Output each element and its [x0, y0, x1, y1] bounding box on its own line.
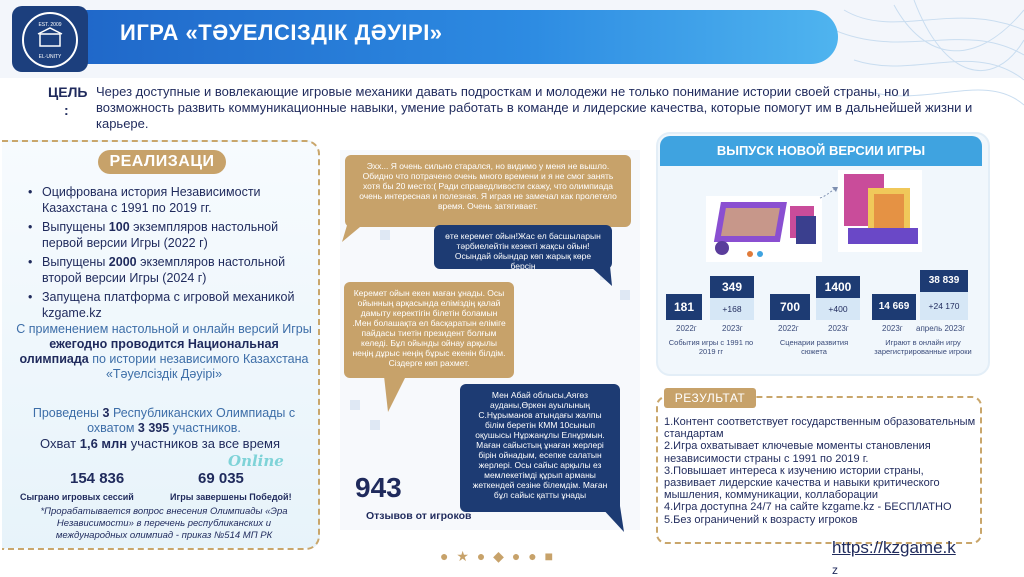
star-icon: ★ — [456, 548, 471, 564]
bar-players-2023: 14 669 — [872, 294, 916, 320]
list-item: 1.Контент соответствует государственным образовательным стандартам — [664, 416, 976, 441]
olympiads-held-text: Проведены 3 Республиканских Олимпиады с охватом 3 395 участников. — [32, 406, 296, 435]
review-bubble-2-tail — [590, 266, 614, 288]
year-label: 2022г — [676, 324, 697, 333]
year-label: 2023г — [828, 324, 849, 333]
bar-caption-players: Играют в онлайн игру зарегистрированные игроки — [874, 338, 972, 356]
games-won-value: 69 035 — [198, 470, 244, 487]
bar-events-2023: 349 — [710, 276, 754, 298]
game-token-icon: ● — [528, 548, 539, 564]
list-item: 4.Игра доступна 24/7 на сайте kzgame.kz - БЕСПЛАТНО — [664, 501, 952, 514]
bar-players-april-2023: 38 839 — [920, 270, 968, 292]
list-item: • Выпущены 2000 экземпляров настольной второй версии Игры (2024 г) — [32, 254, 318, 286]
release-heading: ВЫПУСК НОВОЙ ВЕРСИИ ИГРЫ — [660, 136, 982, 166]
game-token-icon: ● — [476, 548, 488, 564]
review-bubble-3: Керемет ойын екен маған ұнады. Осы ойынның арқасында еліміздің қалай дамыту керектігін білетін боламын .Мен болашақта ел басқаратын еліміге пайдасы тиетін президент болғым келеді. Бұл ойынды ойнау арқылы неңің дұрыс неңің бұрыс екенін білдім. Сіздерге көп рахмет. — [344, 282, 514, 378]
game-token-icon: ◆ — [493, 548, 506, 564]
list-item: • Оцифрована история Независимости Казахстана с 1991 по 2019 гг. — [32, 184, 318, 216]
game-token-icon: ● — [511, 548, 523, 564]
result-list — [664, 416, 976, 526]
list-item: 5.Без ограничений к возрасту игроков — [664, 513, 858, 526]
review-bubble-1-tail — [340, 222, 370, 244]
year-label: 2022г — [778, 324, 799, 333]
review-bubble-4-tail — [600, 506, 628, 536]
bar-caption-events: События игры с 1991 по 2019 гг — [668, 338, 754, 356]
arrow-icon — [818, 186, 840, 200]
olympiad-text: С применением настольной и онлайн версий Игры ежегодно проводится Национальная олимпиада по истории независимого Казахстана «Тәуелсіздік Дәуірі» — [16, 322, 312, 381]
result-heading: РЕЗУЛЬТАТ — [664, 388, 756, 408]
svg-text:EL·UNITY: EL·UNITY — [38, 54, 62, 60]
list-item: • Выпущены 100 экземпляров настольной первой версии Игры (2022 г) — [32, 219, 318, 251]
review-bubble-4: Мен Абай облысы,Аягөз ауданы,Өркен ауылының С.Нұрыманов атындағы жалпы білім беретін КММ 10сынып оқушысы Нұржанұлы Елнұрмын. Маған сайыстың ұнаған жерлері бірін ойнадым, есепке салатын жерлері. Осы сайыс арқылы ез мемлекетімді құрып арманы жеткендей сезіне білемдім. Маған бұл сайыс қатты ұнады — [460, 384, 620, 512]
bar-events-2022: 181 — [666, 294, 702, 320]
review-bubble-2: өте керемет ойын!Жас ел басшыларын тәрбиелейтін кезекті жақсы ойын! Осындай ойындар көп жарық көре берсін — [434, 225, 612, 269]
bar-caption-scenarios: Сценарии развития сюжета — [779, 338, 849, 356]
website-link-wrap[interactable]: z — [832, 563, 838, 577]
website-link[interactable]: https://kzgame.k — [832, 538, 956, 557]
year-label: апрель 2023г — [916, 324, 966, 333]
year-label: 2023г — [882, 324, 903, 333]
game-token-icon: ● — [440, 548, 451, 564]
goal-label: ЦЕЛЬ — [48, 84, 88, 100]
list-item: 2.Игра охватывает ключевые моменты становления независимости страны с 1991 по 2019 г. — [664, 440, 931, 465]
review-bubble-1: Эхх... Я очень сильно старался, но видимо у меня не вышло. Обидно что потрачено очень много времени и я не смог занять хотя бы 20 место:( Ради справедливости скажу, что олимпиада очень интересная и полезная. Я играя не замечал как пролетело время. Очень затягивает. — [345, 155, 631, 227]
page-title: ИГРА «ТӘУЕЛСІЗДІК ДӘУІРІ» — [120, 20, 443, 45]
goal-text: Через доступные и вовлекающие игровые механики давать подросткам и молодежи не только понимание истории своей страны, но и возможность развить коммуникационные навыки, умение работать в команде и лидерские качества, которые помогут им в дальнейшей жизни и карьере. — [96, 84, 973, 131]
reviews-count: 943 — [355, 472, 402, 503]
game-token-icon: ■ — [544, 548, 556, 564]
sessions-played-value: 154 836 — [70, 470, 125, 487]
online-label: Online — [228, 452, 284, 470]
bar-scenarios-2023: 1400 — [816, 276, 860, 298]
games-won-label: Игры завершены Победой! — [170, 492, 292, 502]
board-game-photo-2 — [838, 170, 922, 252]
footnote: *Прорабатывается вопрос внесения Олимпиады «Эра Независимости» в перечень республиканских и международных олимпиад - приказ №514 МП РК — [40, 506, 288, 541]
bar-events-delta: +168 — [710, 298, 754, 320]
sessions-played-label: Сыграно игровых сессий — [20, 492, 134, 502]
svg-text:EST. 2009: EST. 2009 — [38, 22, 62, 28]
bar-scenarios-2022: 700 — [770, 294, 810, 320]
implementation-heading: РЕАЛИЗАЦИ — [98, 150, 226, 174]
year-label: 2023г — [722, 324, 743, 333]
goal-colon: : — [64, 102, 69, 118]
list-item: 3.Повышает интереса к изучению истории страны, развивает лидерские качества и навыки критического мышления, коммуникации, коллаборации — [664, 464, 940, 502]
board-game-photo-1 — [706, 196, 822, 262]
implementation-list — [22, 184, 318, 324]
bar-players-delta: +24 170 — [920, 292, 968, 320]
bar-scenarios-delta: +400 — [816, 298, 860, 320]
game-icons-row — [440, 548, 555, 565]
org-logo-emblem — [22, 12, 78, 68]
coverage-text: Охват 1,6 млн участников за все время — [40, 436, 281, 451]
reviews-count-label: Отзывов от игроков — [366, 510, 472, 522]
list-item: • Запущена платформа с игровой механикой kzgame.kz — [32, 289, 318, 321]
review-bubble-3-tail — [380, 376, 410, 416]
